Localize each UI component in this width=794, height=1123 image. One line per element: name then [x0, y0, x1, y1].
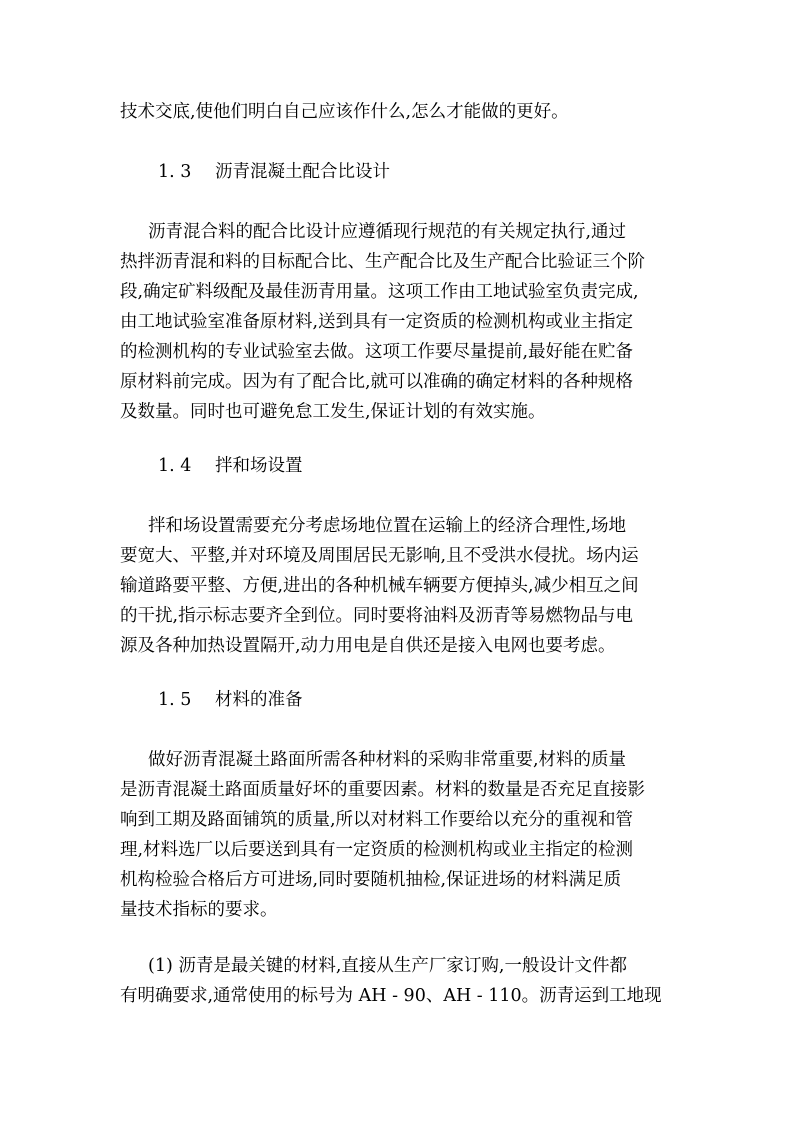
paragraph-line: 输道路要平整、方便,进出的各种机械车辆要方便掉头,减少相互之间	[120, 576, 639, 596]
section-title: 沥青混凝土配合比设计	[215, 162, 390, 182]
section-heading-1-3	[158, 161, 390, 183]
paragraph-line: 拌和场设置需要充分考虑场地位置在运输上的经济合理性,场地	[148, 516, 627, 536]
paragraph-line: 有明确要求,通常使用的标号为 AH - 90、AH - 110。沥青运到工地现	[120, 986, 662, 1006]
paragraph-line: 热拌沥青混和料的目标配合比、生产配合比及生产配合比验证三个阶	[120, 252, 645, 272]
section-title: 拌和场设置	[215, 456, 303, 476]
section-number: 1. 4	[158, 456, 192, 476]
section-number: 1. 5	[158, 690, 192, 710]
paragraph-line: 理,材料选厂以后要送到具有一定资质的检测机构或业主指定的检测	[120, 840, 634, 860]
paragraph-line: 机构检验合格后方可进场,同时要随机抽检,保证进场的材料满足质	[120, 870, 622, 890]
section-heading-1-4	[158, 455, 303, 477]
paragraph-line: 原材料前完成。因为有了配合比,就可以准确的确定材料的各种规格	[120, 372, 634, 392]
paragraph-line: 的干扰,指示标志要齐全到位。同时要将油料及沥青等易燃物品与电	[120, 606, 634, 626]
paragraph-line: 响到工期及路面铺筑的质量,所以对材料工作要给以充分的重视和管	[120, 810, 634, 830]
paragraph-line: (1) 沥青是最关键的材料,直接从生产厂家订购,一般设计文件都	[148, 956, 627, 976]
section-title: 材料的准备	[215, 690, 303, 710]
paragraph-line: 是沥青混凝土路面质量好坏的重要因素。材料的数量是否充足直接影	[120, 780, 645, 800]
paragraph-line: 的检测机构的专业试验室去做。这项工作要尽量提前,最好能在贮备	[120, 342, 634, 362]
paragraph-line: 做好沥青混凝土路面所需各种材料的采购非常重要,材料的质量	[148, 750, 627, 770]
section-heading-1-5	[158, 689, 303, 711]
paragraph-line: 源及各种加热设置隔开,动力用电是自供还是接入电网也要考虑。	[120, 636, 616, 656]
paragraph-line: 及数量。同时也可避免怠工发生,保证计划的有效实施。	[120, 402, 546, 422]
intro-line: 技术交底,使他们明白自己应该作什么,怎么才能做的更好。	[120, 102, 569, 122]
paragraph-line: 段,确定矿料级配及最佳沥青用量。这项工作由工地试验室负责完成,	[120, 282, 639, 302]
paragraph-line: 要宽大、平整,并对环境及周围居民无影响,且不受洪水侵扰。场内运	[120, 546, 639, 566]
paragraph-line: 由工地试验室准备原材料,送到具有一定资质的检测机构或业主指定	[120, 312, 634, 332]
section-number: 1. 3	[158, 162, 192, 182]
paragraph-line: 量技术指标的要求。	[120, 900, 278, 920]
paragraph-line: 沥青混合料的配合比设计应遵循现行规范的有关规定执行,通过	[148, 222, 627, 242]
